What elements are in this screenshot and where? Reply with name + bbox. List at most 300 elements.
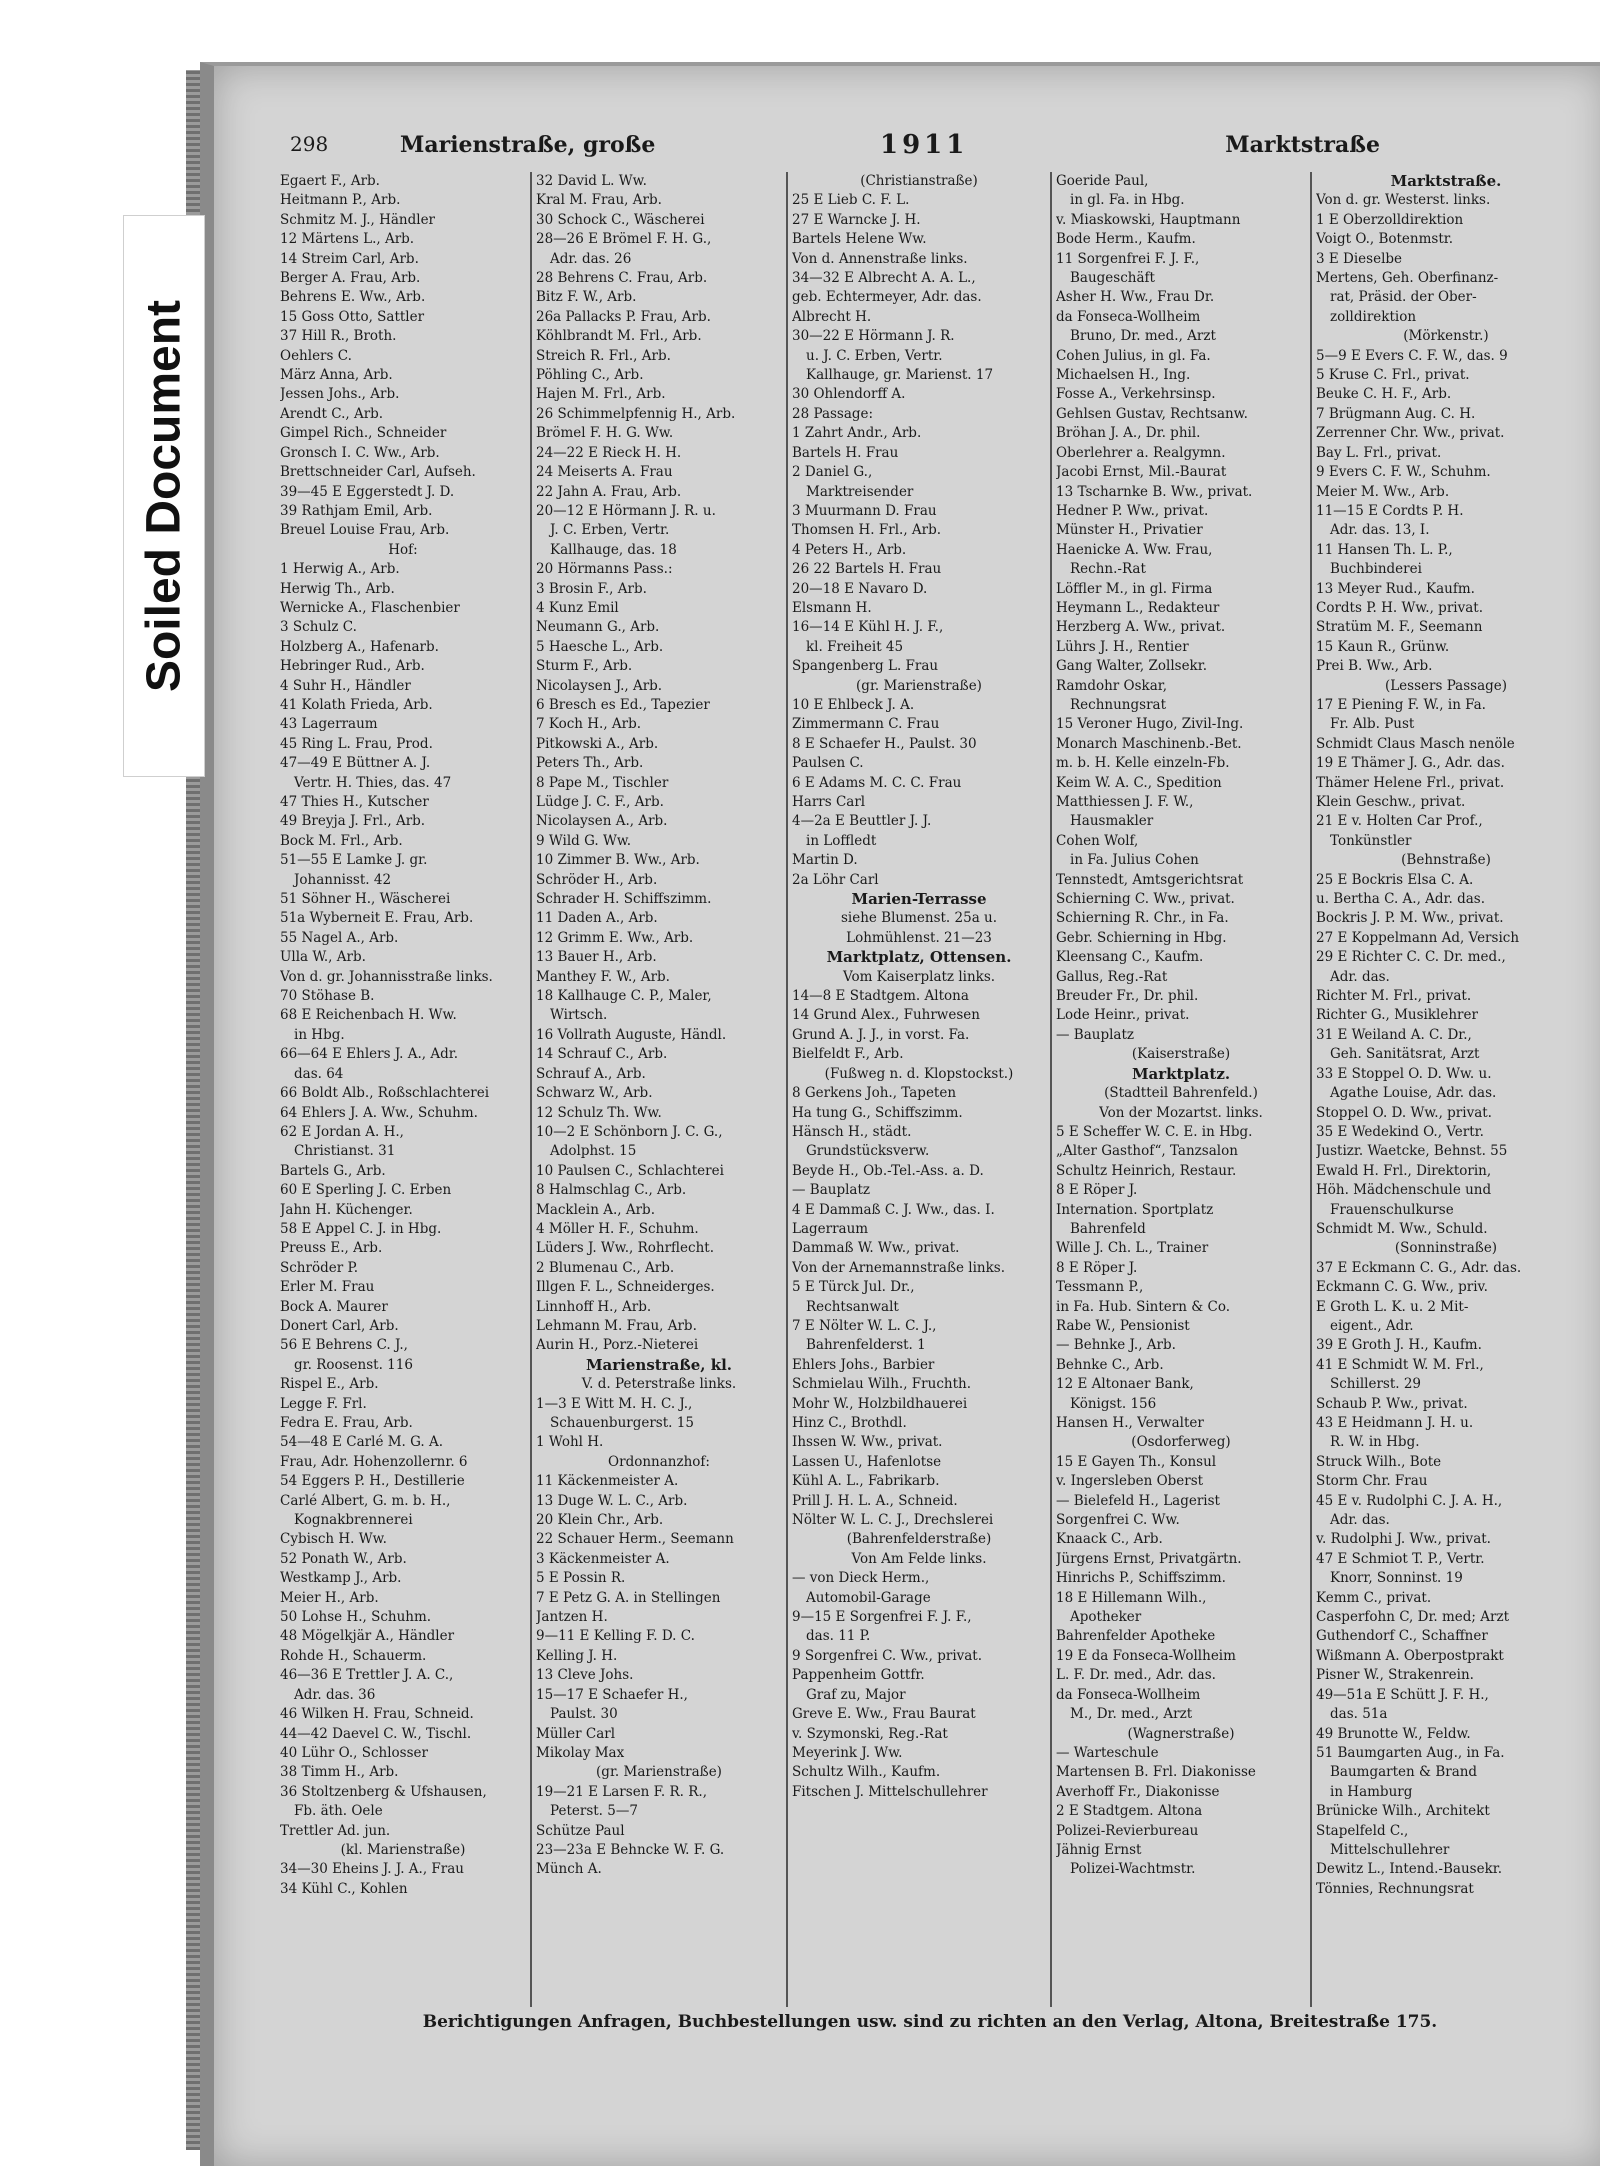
directory-entry: Pisner W., Strakenrein.: [1316, 1667, 1474, 1684]
directory-entry: Meyerink J. Ww.: [792, 1744, 903, 1761]
directory-entry: Jahn H. Küchenger.: [280, 1201, 413, 1218]
directory-entry: 20 Klein Chr., Arb.: [536, 1512, 664, 1529]
directory-entry: 10 Zimmer B. Ww., Arb.: [536, 852, 700, 869]
directory-entry: Bode Herm., Kaufm.: [1056, 231, 1196, 248]
directory-entry: Adr. das.: [1330, 968, 1390, 985]
directory-entry: v. Szymonski, Reg.-Rat: [792, 1725, 948, 1742]
badge-label: Soiled Document: [137, 299, 191, 693]
directory-entry: 30 Ohlendorff A.: [792, 386, 906, 403]
directory-entry: 11—15 E Cordts P. H.: [1316, 502, 1464, 519]
directory-entry: (gr. Marienstraße): [856, 677, 982, 694]
directory-entry: 2 Daniel G.,: [792, 464, 873, 481]
directory-column-2: [536, 172, 782, 2012]
directory-entry: Tonkünstler: [1330, 832, 1412, 849]
directory-entry: Gronsch I. C. Ww., Arb.: [280, 444, 440, 461]
directory-entry: Pitkowski A., Arb.: [536, 735, 659, 752]
directory-entry: 28 Behrens C. Frau, Arb.: [536, 270, 708, 287]
directory-entry: E Groth L. K. u. 2 Mit-: [1316, 1298, 1469, 1315]
directory-entry: v. Rudolphi J. Ww., privat.: [1316, 1531, 1491, 1548]
directory-entry: Apotheker: [1070, 1609, 1142, 1626]
directory-entry: Wernicke A., Flaschenbier: [280, 599, 460, 616]
directory-entry: 4 Suhr H., Händler: [280, 677, 411, 694]
directory-entry: Jessen Johs., Arb.: [280, 386, 400, 403]
directory-entry: Mohr W., Holzbildhauerei: [792, 1395, 968, 1412]
directory-entry: Rabe W., Pensionist: [1056, 1317, 1190, 1334]
directory-entry: Michaelsen H., Ing.: [1056, 367, 1191, 384]
directory-entry: 10 Paulsen C., Schlachterei: [536, 1162, 724, 1179]
directory-entry: 48 Mögelkjär A., Händler: [280, 1628, 455, 1645]
directory-entry: 19 E Thämer J. G., Adr. das.: [1316, 755, 1505, 772]
directory-entry: Sturm F., Arb.: [536, 658, 633, 675]
directory-entry: Meier H., Arb.: [280, 1589, 379, 1606]
directory-entry: Kleensang C., Kaufm.: [1056, 949, 1204, 966]
directory-entry: Gebr. Schierning in Hbg.: [1056, 929, 1227, 946]
directory-entry: Oehlers C.: [280, 347, 352, 364]
directory-entry: 51 Söhner H., Wäscherei: [280, 891, 451, 908]
directory-entry: 51 Baumgarten Aug., in Fa.: [1316, 1744, 1505, 1761]
directory-entry: Nicolaysen A., Arb.: [536, 813, 668, 830]
directory-entry: Polizei-Revierbureau: [1056, 1822, 1199, 1839]
header-year: 1911: [880, 130, 969, 160]
directory-entry: 15—17 E Schaefer H.,: [536, 1686, 688, 1703]
directory-entry: Ordonnanzhof:: [608, 1453, 710, 1470]
directory-entry: Müller Carl: [536, 1725, 616, 1742]
directory-entry: Schröder P.: [280, 1259, 359, 1276]
column-rule: [786, 172, 788, 2007]
directory-entry: Hinrichs P., Schiffszimm.: [1056, 1570, 1226, 1587]
directory-entry: 9 Evers C. F. W., Schuhm.: [1316, 464, 1491, 481]
directory-entry: Bahrenfeld: [1070, 1220, 1146, 1237]
directory-entry: Agathe Louise, Adr. das.: [1330, 1085, 1497, 1102]
directory-entry: m. b. H. Kelle einzeln-Fb.: [1056, 755, 1230, 772]
section-heading: Marktplatz.: [1131, 1064, 1231, 1083]
directory-entry: 62 E Jordan A. H.,: [280, 1123, 404, 1140]
directory-entry: Brünicke Wilh., Architekt: [1316, 1803, 1490, 1820]
directory-entry: 11 Sorgenfrei F. J. F.,: [1056, 250, 1200, 267]
directory-entry: Casperfohn C, Dr. med; Arzt: [1316, 1609, 1510, 1626]
directory-entry: in Fa. Julius Cohen: [1070, 852, 1199, 869]
directory-entry: Hedner P. Ww., privat.: [1056, 502, 1209, 519]
directory-entry: 13 Duge W. L. C., Arb.: [536, 1492, 688, 1509]
directory-entry: Rohde H., Schauerm.: [280, 1647, 427, 1664]
directory-entry: Pöhling C., Arb.: [536, 367, 644, 384]
directory-entry: Mittelschullehrer: [1330, 1841, 1450, 1858]
directory-entry: Lohmühlenst. 21—23: [846, 929, 992, 946]
directory-entry: Bartels H. Frau: [792, 444, 899, 461]
directory-entry: 66 Boldt Alb., Roßschlachterei: [280, 1085, 490, 1102]
directory-entry: Kallhauge, gr. Marienst. 17: [806, 367, 994, 384]
directory-entry: 18 Kallhauge C. P., Maler,: [536, 988, 712, 1005]
directory-entry: Stoppel O. D. Ww., privat.: [1316, 1104, 1492, 1121]
section-heading: Marien-Terrasse: [851, 890, 987, 909]
directory-entry: siehe Blumenst. 25a u.: [840, 910, 998, 927]
directory-entry: (gr. Marienstraße): [596, 1764, 722, 1781]
directory-entry: Mertens, Geh. Oberfinanz-: [1316, 270, 1499, 287]
directory-entry: 14 Schrauf C., Arb.: [536, 1046, 668, 1063]
section-heading: Marienstraße, kl.: [585, 1355, 733, 1374]
directory-entry: 13 Tscharnke B. Ww., privat.: [1056, 483, 1253, 500]
directory-entry: J. C. Erben, Vertr.: [550, 522, 670, 539]
directory-entry: Wille J. Ch. L., Trainer: [1056, 1240, 1209, 1257]
directory-entry: 4 Möller H. F., Schuhm.: [536, 1220, 699, 1237]
directory-entry: 41 Kolath Frieda, Arb.: [280, 696, 433, 713]
directory-entry: 6 E Adams M. C. C. Frau: [792, 774, 962, 791]
directory-entry: Thomsen H. Frl., Arb.: [792, 522, 942, 539]
directory-entry: geb. Echtermeyer, Adr. das.: [792, 289, 982, 306]
directory-entry: Lüders J. Ww., Rohrflecht.: [536, 1240, 715, 1257]
directory-entry: Lode Heinr., privat.: [1056, 1007, 1190, 1024]
directory-entry: Brettschneider Carl, Aufseh.: [280, 464, 476, 481]
directory-entry: (Lessers Passage): [1384, 677, 1508, 694]
directory-entry: 6 Bresch es Ed., Tapezier: [536, 696, 710, 713]
directory-entry: Von d. gr. Johannisstraße links.: [280, 968, 493, 985]
directory-entry: 8 Pape M., Tischler: [536, 774, 669, 791]
directory-entry: Schauenburgerst. 15: [550, 1415, 694, 1431]
directory-entry: Elsmann H.: [792, 599, 872, 616]
directory-entry: Buchbinderei: [1330, 561, 1422, 578]
directory-entry: 12 E Altonaer Bank,: [1056, 1376, 1194, 1393]
directory-entry: Paulsen C.: [792, 755, 864, 772]
directory-entry: Rechn.-Rat: [1070, 561, 1146, 578]
directory-entry: 29 E Richter C. C. Dr. med.,: [1316, 949, 1506, 966]
directory-entry: u. J. C. Erben, Vertr.: [806, 347, 943, 364]
column-rule: [1050, 172, 1052, 2007]
page-number: 298: [290, 132, 329, 156]
directory-entry: Höh. Mädchenschule und: [1316, 1182, 1492, 1199]
directory-entry: Schrauf A., Arb.: [536, 1065, 646, 1082]
directory-entry: 14 Grund Alex., Fuhrwesen: [792, 1007, 980, 1024]
directory-entry: 30 Schock C., Wäscherei: [536, 211, 705, 228]
directory-entry: 1 Wohl H.: [536, 1434, 604, 1451]
directory-entry: Guthendorf C., Schaffner: [1316, 1628, 1488, 1645]
directory-entry: Tessmann P.,: [1056, 1279, 1144, 1296]
directory-entry: Schmitz M. J., Händler: [280, 211, 436, 228]
directory-entry: 9 Sorgenfrei C. Ww., privat.: [792, 1647, 983, 1664]
directory-entry: 37 E Eckmann C. G., Adr. das.: [1316, 1259, 1522, 1276]
directory-entry: Matthiessen J. F. W.,: [1056, 794, 1194, 810]
directory-entry: 32 David L. Ww.: [536, 173, 647, 189]
directory-entry: 40 Lühr O., Schlosser: [280, 1744, 428, 1761]
directory-entry: 9 Wild G. Ww.: [536, 832, 632, 849]
directory-entry: 15 E Gayen Th., Konsul: [1056, 1453, 1217, 1470]
directory-entry: — von Dieck Herm.,: [792, 1570, 930, 1587]
directory-entry: 17 E Piening F. W., in Fa.: [1316, 696, 1486, 713]
directory-entry: das. 51a: [1330, 1706, 1388, 1723]
directory-entry: 50 Lohse H., Schuhm.: [280, 1609, 432, 1626]
directory-entry: Jacobi Ernst, Mil.-Baurat: [1056, 464, 1227, 481]
directory-entry: in Hamburg: [1330, 1783, 1413, 1800]
directory-entry: Adr. das. 26: [550, 250, 632, 267]
directory-entry: 19 E da Fonseca-Wollheim: [1056, 1647, 1236, 1664]
directory-entry: Ewald H. Frl., Direktorin,: [1316, 1162, 1492, 1179]
directory-entry: Rechnungsrat: [1070, 696, 1166, 713]
header-right-title: Marktstraße: [1225, 132, 1380, 158]
directory-entry: Schmidt M. Ww., Schuld.: [1316, 1220, 1488, 1237]
directory-entry: 51a Wyberneit E. Frau, Arb.: [280, 910, 474, 927]
directory-entry: 49 Breyja J. Frl., Arb.: [280, 813, 426, 830]
directory-entry: Kelling J. H.: [536, 1647, 618, 1664]
directory-entry: 34—32 E Albrecht A. A. L.,: [792, 270, 976, 287]
directory-entry: 12 Grimm E. Ww., Arb.: [536, 929, 694, 946]
directory-entry: Jantzen H.: [536, 1609, 608, 1626]
directory-entry: Cordts P. H. Ww., privat.: [1316, 599, 1483, 616]
directory-entry: Nicolaysen J., Arb.: [536, 677, 663, 694]
directory-entry: 19—21 E Larsen F. R. R.,: [536, 1783, 708, 1800]
directory-entry: 7 E Nölter W. L. C. J.,: [792, 1317, 937, 1334]
section-heading: Marktplatz, Ottensen.: [826, 948, 1012, 967]
directory-entry: Fb. äth. Oele: [294, 1803, 383, 1820]
directory-entry: 26a Pallacks P. Frau, Arb.: [536, 308, 711, 325]
directory-entry: Tönnies, Rechnungsrat: [1316, 1880, 1474, 1897]
directory-entry: Von d. Annenstraße links.: [792, 250, 968, 267]
directory-entry: Fosse A., Verkehrsinsp.: [1056, 386, 1216, 403]
directory-entry: Köhlbrandt M. Frl., Arb.: [536, 328, 702, 345]
directory-entry: Asher H. Ww., Frau Dr.: [1056, 289, 1215, 306]
directory-entry: 45 Ring L. Frau, Prod.: [280, 735, 433, 752]
section-heading: Marktstraße.: [1390, 172, 1502, 190]
directory-entry: Internation. Sportplatz: [1056, 1201, 1214, 1218]
directory-entry: 25 E Lieb C. F. L.: [792, 192, 910, 209]
directory-entry: Herwig Th., Arb.: [280, 580, 395, 597]
directory-entry: — Bielefeld H., Lagerist: [1056, 1492, 1220, 1509]
directory-entry: 16 Vollrath Auguste, Händl.: [536, 1026, 727, 1043]
directory-entry: Aurin H., Porz.-Nieterei: [536, 1337, 699, 1354]
directory-entry: 34 Kühl C., Kohlen: [280, 1880, 408, 1897]
directory-entry: 16—14 E Kühl H. J. F.,: [792, 619, 944, 636]
directory-entry: 5—9 E Evers C. F. W., das. 9: [1316, 347, 1508, 364]
directory-entry: Knorr, Sonninst. 19: [1330, 1570, 1463, 1587]
directory-entry: 46—36 E Trettler J. A. C.,: [280, 1667, 454, 1684]
directory-entry: 49—51a E Schütt J. F. H.,: [1316, 1686, 1489, 1703]
directory-entry: Schierning R. Chr., in Fa.: [1056, 910, 1229, 927]
directory-entry: Preuss E., Arb.: [280, 1240, 383, 1257]
directory-entry: 51—55 E Lamke J. gr.: [280, 852, 428, 869]
directory-entry: Löffler M., in gl. Firma: [1056, 580, 1213, 597]
directory-entry: in Fa. Hub. Sintern & Co.: [1056, 1298, 1231, 1315]
directory-entry: 1 Herwig A., Arb.: [280, 561, 400, 578]
directory-entry: Schillerst. 29: [1330, 1376, 1422, 1393]
directory-column-3: [792, 172, 1046, 2012]
directory-entry: (Stadtteil Bahrenfeld.): [1104, 1085, 1258, 1102]
directory-entry: Frau, Adr. Hohenzollernr. 6: [280, 1453, 468, 1470]
directory-entry: 68 E Reichenbach H. Ww.: [280, 1007, 457, 1024]
directory-entry: Stratüm M. F., Seemann: [1316, 619, 1483, 636]
directory-entry: 7 Koch H., Arb.: [536, 716, 642, 733]
directory-column-5: [1316, 172, 1576, 2012]
directory-entry: März Anna, Arb.: [280, 367, 393, 384]
directory-entry: Von Am Felde links.: [851, 1550, 987, 1567]
directory-entry: 47 E Schmiot T. P., Vertr.: [1316, 1550, 1485, 1567]
directory-entry: 5 E Türck Jul. Dr.,: [792, 1279, 915, 1296]
directory-entry: Beuke C. H. F., Arb.: [1316, 386, 1452, 403]
directory-entry: 27 E Koppelmann Ad, Versich: [1316, 929, 1520, 946]
header-left-title: Marienstraße, große: [400, 132, 656, 158]
directory-entry: (Wagnerstraße): [1127, 1725, 1235, 1742]
column-rule: [530, 172, 532, 2007]
directory-entry: Bock A. Maurer: [280, 1298, 388, 1315]
directory-entry: Behnke C., Arb.: [1056, 1356, 1164, 1373]
directory-entry: Ramdohr Oskar,: [1056, 677, 1168, 694]
directory-entry: Jürgens Ernst, Privatgärtn.: [1056, 1550, 1242, 1567]
directory-entry: 4—2a E Beuttler J. J.: [792, 813, 932, 830]
directory-entry: 21 E v. Holten Car Prof.,: [1316, 813, 1483, 830]
directory-entry: Mikolay Max: [536, 1744, 625, 1761]
directory-entry: (Sonninstraße): [1394, 1240, 1498, 1257]
directory-entry: 64 Ehlers J. A. Ww., Schuhm.: [280, 1104, 478, 1121]
directory-entry: 3 Muurmann D. Frau: [792, 502, 937, 519]
directory-entry: 4 Peters H., Arb.: [792, 541, 907, 558]
directory-entry: Macklein A., Arb.: [536, 1201, 655, 1218]
directory-entry: Lührs J. H., Rentier: [1056, 638, 1189, 655]
directory-entry: Berger A. Frau, Arb.: [280, 270, 421, 287]
directory-entry: Egaert F., Arb.: [280, 173, 380, 189]
directory-entry: 27 E Warncke J. H.: [792, 211, 921, 228]
directory-entry: (Mörkenstr.): [1403, 328, 1489, 345]
directory-entry: v. Miaskowski, Hauptmann: [1056, 211, 1241, 228]
directory-entry: Vom Kaiserplatz links.: [842, 968, 996, 985]
directory-entry: Dammaß W. Ww., privat.: [792, 1240, 960, 1257]
directory-entry: 12 Schulz Th. Ww.: [536, 1104, 662, 1121]
directory-entry: Beyde H., Ob.-Tel.-Ass. a. D.: [792, 1162, 984, 1179]
directory-entry: 10—2 E Schönborn J. C. G.,: [536, 1123, 723, 1140]
directory-entry: Storm Chr. Frau: [1316, 1473, 1428, 1490]
directory-entry: Adr. das. 13, I.: [1330, 522, 1430, 539]
directory-entry: 34—30 Eheins J. J. A., Frau: [280, 1861, 464, 1878]
directory-entry: 12 Märtens L., Arb.: [280, 231, 415, 248]
directory-entry: Hebringer Rud., Arb.: [280, 658, 425, 675]
directory-entry: 10 E Ehlbeck J. A.: [792, 696, 915, 713]
directory-entry: 35 E Wedekind O., Vertr.: [1316, 1123, 1484, 1140]
directory-entry: Bröhan J. A., Dr. phil.: [1056, 425, 1201, 442]
directory-entry: Von der Mozartst. links.: [1099, 1104, 1263, 1121]
directory-entry: Ulla W., Arb.: [280, 949, 366, 966]
directory-entry: 3 E Dieselbe: [1316, 250, 1403, 267]
directory-entry: Schaub P. Ww., privat.: [1316, 1395, 1468, 1412]
directory-entry: Hinz C., Brothdl.: [792, 1415, 907, 1431]
directory-entry: Prill J. H. L. A., Schneid.: [792, 1492, 958, 1509]
directory-entry: Klein Geschw., privat.: [1316, 794, 1466, 810]
directory-entry: Sorgenfrei C. Ww.: [1056, 1512, 1180, 1529]
directory-entry: Donert Carl, Arb.: [280, 1317, 399, 1334]
directory-entry: 45 E v. Rudolphi C. J. A. H.,: [1316, 1492, 1503, 1509]
directory-entry: Baumgarten & Brand: [1330, 1764, 1478, 1781]
directory-entry: Schwarz W., Arb.: [536, 1085, 653, 1102]
directory-entry: 55 Nagel A., Arb.: [280, 929, 399, 946]
directory-entry: 52 Ponath W., Arb.: [280, 1550, 407, 1567]
directory-entry: 5 Haesche L., Arb.: [536, 638, 664, 655]
directory-entry: Gehlsen Gustav, Rechtsanw.: [1056, 405, 1248, 422]
directory-entry: Breuder Fr., Dr. phil.: [1056, 988, 1199, 1005]
directory-entry: Legge F. Frl.: [280, 1395, 367, 1412]
directory-entry: Martensen B. Frl. Diakonisse: [1056, 1764, 1256, 1781]
directory-entry: 20—12 E Hörmann J. R. u.: [536, 502, 716, 519]
directory-entry: Geh. Sanitätsrat, Arzt: [1330, 1046, 1480, 1063]
directory-entry: Ihssen W. Ww., privat.: [792, 1434, 943, 1451]
directory-entry: kl. Freiheit 45: [806, 638, 904, 655]
directory-entry: Monarch Maschinenb.-Bet.: [1056, 735, 1242, 752]
directory-entry: 3 Schulz C.: [280, 619, 357, 636]
directory-entry: 54—48 E Carlé M. G. A.: [280, 1434, 444, 1451]
directory-entry: 36 Stoltzenberg & Ufshausen,: [280, 1783, 487, 1800]
directory-entry: Adolphst. 15: [550, 1143, 637, 1160]
directory-entry: Cohen Julius, in gl. Fa.: [1056, 347, 1211, 364]
directory-entry: in gl. Fa. in Hbg.: [1070, 192, 1185, 209]
directory-entry: 54 Eggers P. H., Destillerie: [280, 1473, 465, 1490]
directory-entry: (kl. Marienstraße): [340, 1841, 466, 1858]
directory-entry: 13 Meyer Rud., Kaufm.: [1316, 580, 1475, 597]
directory-entry: Lagerraum: [792, 1220, 869, 1237]
directory-entry: Keim W. A. C., Spedition: [1056, 774, 1222, 791]
directory-entry: (Christianstraße): [860, 173, 978, 189]
directory-entry: 39 Rathjam Emil, Arb.: [280, 502, 433, 519]
directory-entry: Oberlehrer a. Realgymn.: [1056, 444, 1226, 461]
directory-entry: Prei B. Ww., Arb.: [1316, 658, 1433, 675]
directory-entry: Richter M. Frl., privat.: [1316, 988, 1472, 1005]
directory-entry: Eckmann C. G. Ww., priv.: [1316, 1279, 1488, 1296]
directory-entry: Nölter W. L. C. J., Drechslerei: [792, 1512, 994, 1529]
directory-entry: 1 E Oberzolldirektion: [1316, 211, 1464, 228]
directory-entry: 13 Bauer H., Arb.: [536, 949, 657, 966]
directory-entry: 3 Käckenmeister A.: [536, 1550, 670, 1567]
directory-entry: — Bauplatz: [792, 1182, 871, 1199]
directory-entry: (Bahrenfelderstraße): [846, 1531, 992, 1548]
directory-entry: Wißmann A. Oberpostprakt: [1316, 1647, 1504, 1664]
directory-entry: Cohen Wolf,: [1056, 832, 1139, 849]
directory-entry: Graf zu, Major: [806, 1686, 906, 1703]
directory-entry: Kallhauge, das. 18: [550, 541, 677, 558]
directory-entry: Wirtsch.: [550, 1007, 608, 1024]
directory-entry: 44—42 Daevel C. W., Tischl.: [280, 1725, 472, 1742]
directory-entry: Schierning C. Ww., privat.: [1056, 891, 1235, 908]
directory-entry: 7 E Petz G. A. in Stellingen: [536, 1589, 721, 1606]
directory-entry: Gang Walter, Zollsekr.: [1056, 658, 1207, 675]
directory-entry: Dewitz L., Intend.-Bausekr.: [1316, 1861, 1503, 1878]
directory-entry: das. 11 P.: [806, 1628, 871, 1645]
directory-entry: 26 Schimmelpfennig H., Arb.: [536, 405, 736, 422]
directory-entry: 7 Brügmann Aug. C. H.: [1316, 405, 1476, 422]
directory-entry: 58 E Appel C. J. in Hbg.: [280, 1220, 442, 1237]
directory-entry: Zimmermann C. Frau: [792, 716, 940, 733]
directory-entry: 14 Streim Carl, Arb.: [280, 250, 419, 267]
directory-entry: Harrs Carl: [792, 794, 866, 810]
directory-entry: 26 22 Bartels H. Frau: [792, 561, 942, 578]
directory-entry: 49 Brunotte W., Feldw.: [1316, 1725, 1471, 1742]
directory-entry: Bartels G., Arb.: [280, 1162, 386, 1179]
directory-entry: Zerrenner Chr. Ww., privat.: [1316, 425, 1505, 442]
directory-entry: 15 Kaun R., Grünw.: [1316, 638, 1450, 655]
directory-entry: 66—64 E Ehlers J. A., Adr.: [280, 1046, 459, 1063]
directory-entry: Bockris J. P. M. Ww., privat.: [1316, 910, 1504, 927]
directory-entry: Voigt O., Botenmstr.: [1316, 231, 1454, 248]
directory-entry: Arendt C., Arb.: [280, 405, 384, 422]
directory-entry: Hajen M. Frl., Arb.: [536, 386, 666, 403]
directory-entry: Lehmann M. Frau, Arb.: [536, 1317, 697, 1334]
directory-entry: 22 Jahn A. Frau, Arb.: [536, 483, 682, 500]
directory-entry: 41 E Schmidt W. M. Frl.,: [1316, 1356, 1484, 1373]
directory-entry: 56 E Behrens C. J.,: [280, 1337, 408, 1354]
directory-entry: 47—49 E Büttner A. J.: [280, 755, 431, 772]
directory-entry: Christianst. 31: [294, 1143, 396, 1160]
directory-entry: Schmidt Claus Masch nenöle: [1316, 735, 1515, 752]
directory-entry: 43 Lagerraum: [280, 716, 378, 733]
directory-entry: Schröder H., Arb.: [536, 871, 658, 888]
directory-entry: 37 Hill R., Broth.: [280, 328, 397, 345]
directory-entry: 4 Kunz Emil: [536, 599, 619, 616]
directory-entry: Knaack C., Arb.: [1056, 1531, 1163, 1548]
directory-entry: 8 Halmschlag C., Arb.: [536, 1182, 687, 1199]
directory-entry: Meier M. Ww., Arb.: [1316, 483, 1450, 500]
directory-entry: 8 Gerkens Joh., Tapeten: [792, 1085, 957, 1102]
